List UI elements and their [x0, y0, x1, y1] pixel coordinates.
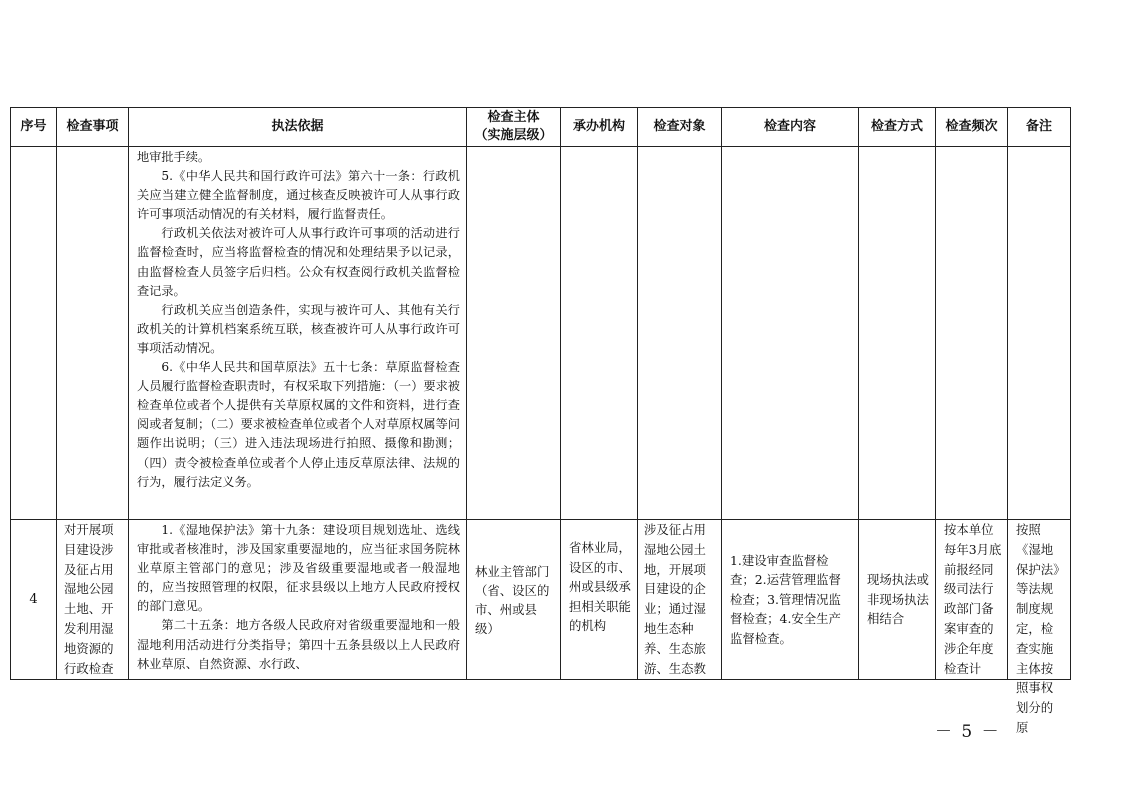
cell-subject-empty: [467, 147, 561, 520]
cell-note: [1008, 520, 1071, 735]
cell-content-empty: [722, 147, 859, 520]
header-frequency: 检查频次: [936, 108, 1008, 147]
basis-paragraph: 行政机关依法对被许可人从事行政许可事项的活动进行监督检查时，应当将监督检查的情况和处理结果予以记录，由监督检查人员签字后归档。公众有权查阅行政机关监督检查记录。: [137, 226, 460, 298]
cell-basis: [129, 520, 467, 680]
header-subject-line2: （实施层级）: [474, 128, 553, 143]
cell-basis-continued: [129, 147, 467, 520]
header-item: 检查事项: [57, 108, 129, 147]
header-row: [11, 108, 1071, 147]
header-content: 检查内容: [722, 108, 859, 147]
cell-content: [722, 520, 859, 680]
cell-object-empty: [638, 147, 722, 520]
page-number: － 5 －: [935, 722, 1001, 742]
inspection-table: [10, 107, 1071, 735]
org-text: 省林业局，设区的市、州或县级承担相关职能的机构: [569, 540, 631, 634]
table-row-4: [11, 520, 1071, 680]
basis-paragraph: 6.《中华人民共和国草原法》五十七条：草原监督检查人员履行监督检查职责时，有权采取下列措施：（一）要求被检查单位或者个人提供有关草原权属的文件和资料，进行查阅或者复制；（二）要求被检查单位或者个人对草原权属等问题作出说明；（三）进入违法现场进行拍照、摄像和勘测；（四）责令被检查单位或者个人停止违反草原法律、法规的行为，履行法定义务。: [137, 360, 460, 489]
cell-frequency-empty: [936, 147, 1008, 520]
cell-subject: [467, 520, 561, 680]
note-text: 按照《湿地保护法》等法规制度规定，检查实施主体按照事权划分的原: [1016, 522, 1060, 735]
basis-paragraph: 1.《湿地保护法》第十九条：建设项目规划选址、选线审批或者核准时，涉及国家重要湿地的，应当征求国务院林业草原主管部门的意见；涉及省级重要湿地或者一般湿地的，应当按照管理的权限，征求县级以上地方人民政府授权的部门意见。: [137, 523, 460, 614]
cell-method: [859, 520, 936, 680]
basis-paragraph: 5.《中华人民共和国行政许可法》第六十一条：行政机关应当建立健全监督制度，通过核查反映被许可人从事行政许可事项活动情况的有关材料，履行监督责任。: [137, 169, 460, 222]
cell-note-empty: [1008, 147, 1071, 520]
object-text: 涉及征占用湿地公园土地，开展项目建设的企业；通过湿地生态种养、生态旅游、生态教: [644, 522, 706, 676]
header-method: 检查方式: [859, 108, 936, 147]
frequency-text: 按本单位每年3月底前报经同级司法行政部门备案审查的涉企年度检查计: [944, 522, 1002, 676]
cell-method-empty: [859, 147, 936, 520]
content-text: 1.建设审查监督检查；2.运营管理监督检查；3.管理情况监督检查；4.安全生产监督检查。: [730, 552, 841, 646]
method-text: 现场执法或非现场执法相结合: [867, 572, 929, 627]
item-text: 对开展项目建设涉及征占用湿地公园土地、开发利用湿地资源的行政检查: [64, 522, 114, 676]
cell-item: [57, 520, 129, 680]
cell-seq: 4: [11, 520, 57, 680]
header-subject-line1: 检查主体: [487, 110, 540, 125]
cell-object: [638, 520, 722, 680]
table-row-continued: [11, 147, 1071, 520]
header-subject: [467, 108, 561, 147]
cell-org: [561, 520, 638, 680]
basis-paragraph: 第二十五条：地方各级人民政府对省级重要湿地和一般湿地利用活动进行分类指导；第四十五条县级以上人民政府林业草原、自然资源、水行政、: [137, 618, 460, 671]
header-basis: 执法依据: [129, 108, 467, 147]
header-org: 承办机构: [561, 108, 638, 147]
cell-frequency: [936, 520, 1008, 680]
basis-paragraph: 行政机关应当创造条件，实现与被许可人、其他有关行政机关的计算机档案系统互联，核查被许可人从事行政许可事项活动情况。: [137, 302, 460, 355]
header-note: 备注: [1008, 108, 1071, 147]
cell-org-empty: [561, 147, 638, 520]
cell-item-empty: [57, 147, 129, 520]
header-seq: 序号: [11, 108, 57, 147]
header-object: 检查对象: [638, 108, 722, 147]
cell-seq-empty: [11, 147, 57, 520]
basis-paragraph: 地审批手续。: [137, 150, 211, 164]
subject-text: 林业主管部门（省、设区的市、州或县级）: [475, 563, 550, 636]
